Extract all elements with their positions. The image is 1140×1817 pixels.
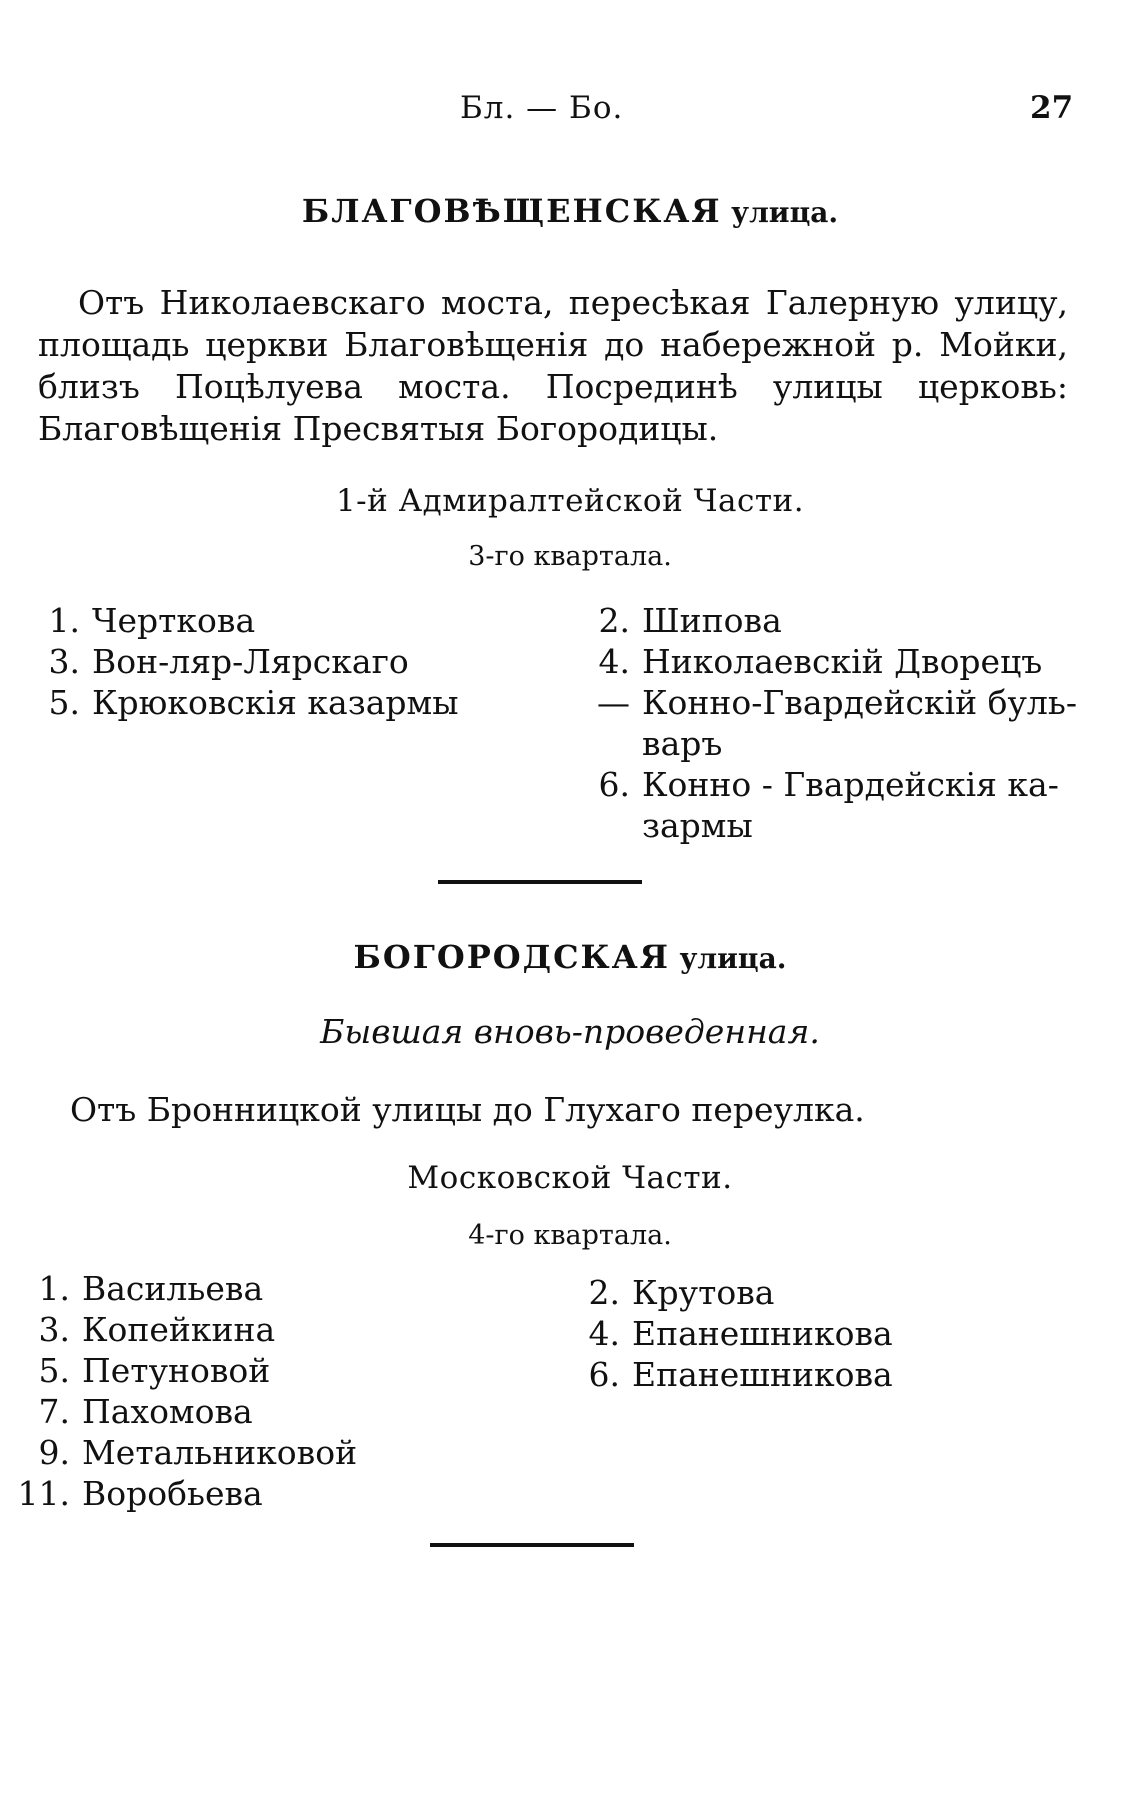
street-word-1: улица. xyxy=(731,196,839,229)
street-title-2 xyxy=(0,938,1140,976)
list-item: 2. Крутова xyxy=(588,1273,775,1312)
list-item: 1. Васильева xyxy=(38,1269,264,1308)
section-divider xyxy=(430,1543,634,1547)
street-description-2: Отъ Бронницкой улицы до Глухаго переулка. xyxy=(70,1090,865,1129)
header-range: Бл. — Бо. xyxy=(460,90,624,126)
list-item: 6. Епанешникова xyxy=(588,1355,893,1394)
street-name-1: БЛАГОВѢЩЕНСКАЯ xyxy=(301,192,722,230)
street-name-2: БОГОРОДСКАЯ xyxy=(353,938,670,976)
section-divider xyxy=(438,880,642,884)
district-2: Московской Части. xyxy=(407,1160,733,1196)
list-item: 3. Копейкина xyxy=(38,1310,276,1349)
former-name: Бывшая вновь-проведенная. xyxy=(320,1012,820,1051)
street-title-1 xyxy=(0,192,1140,230)
list-item: 2. Шипова xyxy=(598,601,782,640)
street-word-2: улица. xyxy=(679,942,787,975)
list-item: 9. Метальниковой xyxy=(38,1433,358,1472)
list-item: 3. Вон-ляр-Лярскаго xyxy=(48,642,409,681)
running-head xyxy=(0,90,1140,130)
page-number: 27 xyxy=(1030,90,1074,126)
street1-left-column xyxy=(20,600,458,723)
list-item: 5. Петуновой xyxy=(38,1351,271,1390)
quarter-1: 3-го квартала. xyxy=(468,541,672,572)
district-1: 1-й Адмиралтейской Части. xyxy=(335,483,805,519)
quarter-2: 4-го квартала. xyxy=(468,1220,672,1251)
list-item: — Конно-Гвардейскій буль- варъ xyxy=(597,683,1077,763)
list-item: 7. Пахомова xyxy=(38,1392,253,1431)
list-item: 6. Конно - Гвардейскія ка- зармы xyxy=(598,765,1059,845)
list-item: 4. Епанешникова xyxy=(588,1314,893,1353)
street2-right-column xyxy=(560,1272,893,1395)
street-description-1 xyxy=(38,282,1068,450)
street-description-1-text: Отъ Николаевскаго моста, пересѣкая Галерную улицу, площадь церкви Благовѣщенія до набережной р. Мойки, близъ Поцѣлуева моста. Посрединѣ улицы церковь: Благовѣщенія Пресвятыя Богородицы. xyxy=(38,283,1068,448)
list-item: 11. Воробьева xyxy=(17,1474,263,1513)
list-item: 4. Николаевскій Дворецъ xyxy=(598,642,1043,681)
list-item: 5. Крюковскія казармы xyxy=(48,683,459,722)
street2-left-column xyxy=(10,1268,357,1514)
street1-right-column xyxy=(570,600,1077,846)
list-item: 1. Черткова xyxy=(48,601,256,640)
